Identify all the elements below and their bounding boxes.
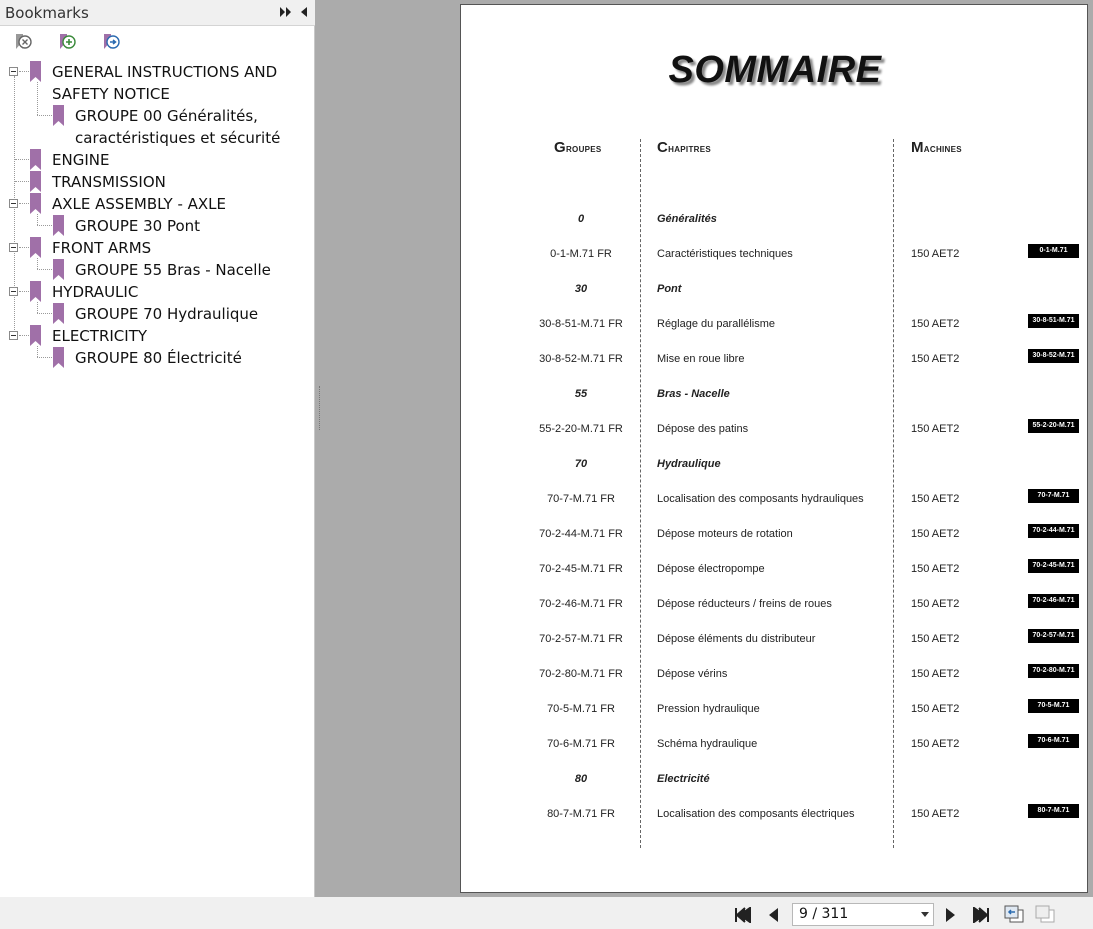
tree-toggle[interactable] [9,287,18,296]
collapse-icon[interactable] [298,5,310,19]
toc-machine: 150 AET2 [911,318,960,330]
tree-line [19,335,29,336]
column-divider [893,139,894,848]
tree-line [37,313,52,314]
bookmark-groupe-70[interactable]: GROUPE 70 Hydraulique [75,305,259,323]
bookmarks-header [0,0,315,26]
toc-group-heading: 70 [574,458,588,470]
toc-machine: 150 AET2 [911,353,960,365]
toc-link-badge[interactable]: 70-7-M.71 [1028,489,1079,503]
toc-group-heading: 0 [577,213,585,225]
tree-line [37,115,52,116]
toc-link-badge[interactable]: 0-1-M.71 [1028,244,1079,258]
toc-doc-code: 70-2-57-M.71 FR [539,633,623,645]
toc-link-badge[interactable]: 55-2-20-M.71 [1028,419,1079,433]
chevron-down-icon[interactable] [921,912,929,917]
toc-chapter-title: Dépose électropompe [657,563,765,575]
toc-link-badge[interactable]: 30-8-51-M.71 [1028,314,1079,328]
toc-doc-code: 70-6-M.71 FR [547,738,615,750]
toc-link-badge[interactable]: 70-6-M.71 [1028,734,1079,748]
bookmark-icon [30,171,41,192]
toc-chapter-title: Réglage du parallélisme [657,318,776,330]
toc-machine: 150 AET2 [911,633,960,645]
toc-doc-code: 0-1-M.71 FR [550,248,612,260]
page-number-field[interactable] [792,903,934,926]
document-page [460,4,1088,893]
bookmark-engine[interactable]: ENGINE [52,151,110,169]
bookmark-hydraulic[interactable]: HYDRAULIC [52,283,139,301]
next-page-icon[interactable] [941,907,959,923]
toc-machine: 150 AET2 [911,668,960,680]
toc-chapter-title: Caractéristiques techniques [657,248,793,260]
column-header-groupes: Groupes [554,139,602,156]
tree-line [15,181,29,182]
toc-chapter-title: Dépose moteurs de rotation [657,528,793,540]
last-page-icon[interactable] [972,907,990,923]
bookmarks-panel [0,0,315,897]
toc-group-heading: 30 [574,283,588,295]
toc-chapter-title: Schéma hydraulique [657,738,758,750]
toc-chapter-title: Mise en roue libre [657,353,745,365]
toc-link-badge[interactable]: 70-2-44-M.71 [1028,524,1079,538]
tree-line [19,71,29,72]
bookmark-icon [53,303,64,324]
tree-toggle[interactable] [9,243,18,252]
bookmark-icon [53,259,64,280]
toc-machine: 150 AET2 [911,423,960,435]
bookmark-icon [30,281,41,302]
tree-line [37,214,38,225]
tree-line [14,76,15,340]
toc-machine: 150 AET2 [911,563,960,575]
toc-machine: 150 AET2 [911,738,960,750]
tree-line [19,203,29,204]
goto-bookmark-icon[interactable] [100,32,122,54]
column-header-machines: Machines [911,139,962,156]
next-view-icon[interactable] [1034,904,1056,924]
toc-machine: 150 AET2 [911,528,960,540]
toc-link-badge[interactable]: 80-7-M.71 [1028,804,1079,818]
toc-doc-code: 70-2-46-M.71 FR [539,598,623,610]
toc-machine: 150 AET2 [911,598,960,610]
toc-doc-code: 70-2-44-M.71 FR [539,528,623,540]
column-header-chapitres: Chapitres [657,139,711,156]
bookmark-icon [30,149,41,170]
bookmark-general-instructions[interactable]: GENERAL INSTRUCTIONS AND [52,63,278,81]
toc-chapter-title: Dépose des patins [657,423,749,435]
toc-machine: 150 AET2 [911,493,960,505]
bookmark-icon [30,61,41,82]
bookmark-icon [53,347,64,368]
toc-doc-code: 70-7-M.71 FR [547,493,615,505]
panel-splitter[interactable] [316,0,322,897]
prev-view-icon[interactable] [1003,904,1025,924]
toc-doc-code: 55-2-20-M.71 FR [539,423,623,435]
toc-chapter-heading: Pont [657,283,682,295]
toc-machine: 150 AET2 [911,703,960,715]
bookmark-groupe-80[interactable]: GROUPE 80 Électricité [75,349,242,367]
toc-group-heading: 80 [574,773,588,785]
bookmark-groupe-30[interactable]: GROUPE 30 Pont [75,217,201,235]
page-title: SOMMAIRE [668,49,882,91]
toc-machine: 150 AET2 [911,808,960,820]
first-page-icon[interactable] [734,907,752,923]
bookmark-groupe-55[interactable]: GROUPE 55 Bras - Nacelle [75,261,271,279]
tree-line [37,269,52,270]
toc-chapter-title: Localisation des composants hydrauliques [657,493,864,505]
toc-chapter-heading: Hydraulique [657,458,721,470]
bookmark-groupe-00-cont[interactable]: caractéristiques et sécurité [75,129,281,147]
toc-chapter-title: Pression hydraulique [657,703,760,715]
toc-link-badge[interactable]: 70-2-80-M.71 [1028,664,1079,678]
tree-line [37,82,38,115]
tree-line [37,346,38,357]
bookmark-groupe-00[interactable]: GROUPE 00 Généralités, [75,107,258,125]
bookmark-transmission[interactable]: TRANSMISSION [52,173,166,191]
add-bookmark-icon[interactable] [56,32,78,54]
toc-doc-code: 70-5-M.71 FR [547,703,615,715]
tree-line [37,357,52,358]
toc-link-badge[interactable]: 30-8-52-M.71 [1028,349,1079,363]
tree-toggle[interactable] [9,331,18,340]
bookmark-front-arms[interactable]: FRONT ARMS [52,239,152,257]
toc-chapter-title: Dépose éléments du distributeur [657,633,816,645]
toc-doc-code: 70-2-80-M.71 FR [539,668,623,680]
toc-doc-code: 70-2-45-M.71 FR [539,563,623,575]
bookmark-axle-assembly[interactable]: AXLE ASSEMBLY - AXLE [52,195,227,213]
bookmark-icon [53,215,64,236]
toc-chapter-heading: Généralités [657,213,717,225]
tree-line [37,258,38,269]
tree-toggle[interactable] [9,67,18,76]
toc-doc-code: 30-8-51-M.71 FR [539,318,623,330]
toc-doc-code: 30-8-52-M.71 FR [539,353,623,365]
bookmark-icon [53,105,64,126]
toc-doc-code: 80-7-M.71 FR [547,808,615,820]
toc-chapter-title: Localisation des composants électriques [657,808,855,820]
delete-bookmark-icon[interactable] [12,32,34,54]
toc-link-badge[interactable]: 70-2-46-M.71 [1028,594,1079,608]
tree-line [19,247,29,248]
toc-link-badge[interactable]: 70-5-M.71 [1028,699,1079,713]
toc-chapter-heading: Bras - Nacelle [657,388,730,400]
bookmark-general-instructions-cont[interactable]: SAFETY NOTICE [52,85,170,103]
toc-group-heading: 55 [574,388,588,400]
bookmark-icon [30,325,41,346]
expand-icon[interactable] [279,5,293,19]
tree-line [37,225,52,226]
bookmark-electricity[interactable]: ELECTRICITY [52,327,148,345]
tree-line [19,291,29,292]
bookmarks-title: Bookmarks [5,4,89,22]
page-indicator: 9 / 311 [799,906,849,922]
bookmark-icon [30,193,41,214]
tree-line [15,159,29,160]
tree-toggle[interactable] [9,199,18,208]
prev-page-icon[interactable] [765,907,783,923]
toc-chapter-title: Dépose réducteurs / freins de roues [657,598,832,610]
tree-line [37,302,38,313]
toc-chapter-title: Dépose vérins [657,668,728,680]
splitter-grip[interactable] [319,386,321,430]
toc-chapter-heading: Electricité [657,773,710,785]
bookmark-icon [30,237,41,258]
toc-link-badge[interactable]: 70-2-57-M.71 [1028,629,1079,643]
toc-link-badge[interactable]: 70-2-45-M.71 [1028,559,1079,573]
toc-machine: 150 AET2 [911,248,960,260]
